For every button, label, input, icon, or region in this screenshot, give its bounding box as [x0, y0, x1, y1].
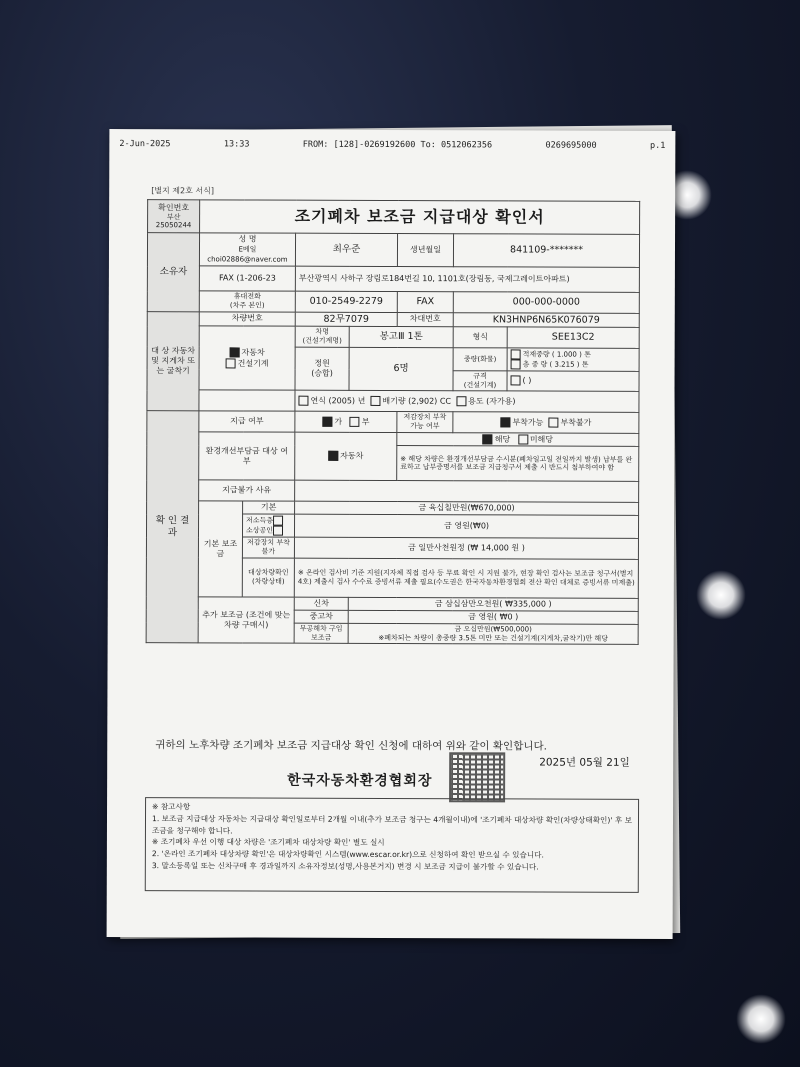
org-name: 한국자동차환경협회장 — [287, 772, 433, 790]
vehicle-section: 대 상 자동차 및 지게차 또는 굴착기 — [147, 311, 199, 411]
type-label: 형식 — [453, 327, 507, 348]
birth-label: 생년월일 — [397, 234, 453, 267]
owner-fax2: 000-000-0000 — [453, 292, 639, 313]
notes-box — [145, 797, 639, 893]
vehicle-model: 봉고Ⅲ 1톤 — [349, 327, 453, 348]
vehicle-kind: 자동차 건설기계 — [199, 326, 295, 390]
checkbox-icon[interactable] — [273, 516, 283, 526]
plate-label: 차량번호 — [199, 311, 295, 326]
vehicle-vin: KN3HNP6N65K076079 — [453, 312, 639, 328]
note-1: 1. 보조금 지급대상 자동차는 지급대상 확인일로부터 2개월 이내(추가 보조금 청구는 4개월이내)에 '조기폐차 대상차량 확인(차량상태확인)' 후 보조금을 청구해야 합니다. — [151, 813, 632, 835]
base-group: 기본 보조금 — [198, 501, 242, 597]
vehicle-spec: ( ) — [507, 371, 639, 392]
used-label: 중고차 — [294, 610, 348, 623]
phone-label: 휴대전화 (차주 본인) — [199, 291, 295, 312]
checkbox-icon[interactable] — [273, 526, 283, 536]
seat-label: 정원 (승합) — [295, 347, 349, 391]
checked-box-icon[interactable] — [500, 417, 510, 427]
base-label: 기본 — [243, 501, 295, 514]
new-amount: 금 삼십삼만오천원( ₩335,000 ) — [348, 597, 638, 611]
new-label: 신차 — [294, 597, 348, 610]
note-1b: ※ 조기폐차 우선 이행 대상 차량은 '조기폐차 대상차량 확인' 별도 실시 — [151, 837, 385, 848]
name-label: 성 명 E메일 choi02886@naver.com — [199, 233, 295, 266]
issue-date: 2025년 05월 21일 — [539, 756, 630, 769]
note-2: 2. '온라인 조기폐차 대상차량 확인'은 대상차량확인 시스템(www.escar.or.kr)으로 신청하여 확인 받으실 수 있습니다. — [151, 849, 544, 860]
vin-label: 차대번호 — [397, 312, 453, 327]
checkbox-icon[interactable] — [298, 396, 308, 406]
checked-box-icon[interactable] — [483, 434, 493, 444]
target-label: 대상차량확인 (차량상태) — [242, 558, 294, 597]
fax-from: FROM: [128]-0269192600 To: 0512062356 — [302, 139, 493, 151]
fax-page: p.1 — [649, 140, 666, 151]
env-options: 해당 미해당 — [397, 432, 639, 446]
vehicle-plate: 82무7079 — [295, 312, 397, 327]
form-title: 조기폐차 보조금 지급대상 확인서 — [200, 200, 640, 235]
fax-header — [119, 139, 665, 151]
owner-birth: 841109-******* — [453, 234, 639, 268]
pay-label: 지급 여부 — [199, 411, 295, 432]
form-number: [별지 제2호 서식] — [151, 186, 215, 196]
device-options: 부착가능 부착불가 — [453, 412, 639, 433]
light-glare — [696, 570, 746, 620]
checked-box-icon[interactable] — [322, 417, 332, 427]
device-pay-label: 저감장치 부착불가 — [242, 537, 294, 558]
fax-label: FAX (1-206-23 — [199, 266, 295, 291]
empty-cell — [199, 390, 295, 411]
weight-label: 중량(화물) — [453, 348, 507, 371]
fax2-label: FAX — [397, 292, 453, 313]
checkbox-icon[interactable] — [226, 358, 236, 368]
checked-box-icon[interactable] — [230, 348, 240, 358]
low-income-amount: 금 영원(₩0) — [294, 515, 638, 539]
mfr-amount: 금 오십만원(₩500,000) ※폐차되는 차량이 총중량 3.5톤 미만 또는 건설기계(지게차,굴착기)만 해당 — [348, 623, 638, 645]
owner-section: 소유자 — [147, 233, 199, 312]
checkbox-icon[interactable] — [548, 417, 558, 427]
fax-number: 0269695000 — [545, 140, 597, 151]
spec-label: 규격 (건설기계) — [453, 371, 507, 392]
base-amount: 금 육십칠만원(₩670,000) — [295, 502, 639, 516]
env-note: ※ 해당 차량은 환경개선부담금 수시분(폐차일고일 전일까지 발생) 납부를 완료하고 납부증명서를 보조금 지급청구서 제출 시 반드시 첨부하여야 함 — [397, 446, 639, 482]
nonpay-label: 지급불가 사유 — [199, 480, 295, 501]
result-section: 확 인 결 과 — [146, 411, 199, 643]
checked-box-icon[interactable] — [328, 451, 338, 461]
env-label: 환경개선부담금 대상 여부 — [199, 432, 295, 481]
checkbox-icon[interactable] — [456, 396, 466, 406]
low-income-label: 저소득층 소상공인 — [242, 514, 294, 537]
device-label: 저감장치 부착 가능 여부 — [397, 412, 453, 433]
device-pay-amount: 금 일만사천원정 (₩ 14,000 원 ) — [294, 538, 638, 560]
owner-phone: 010-2549-2279 — [295, 291, 397, 312]
confirm-no-cell: 확인번호 부산 25050244 — [148, 200, 200, 233]
confirmation-form — [146, 199, 641, 645]
checkbox-icon[interactable] — [511, 359, 521, 369]
pay-options: 가 부 — [295, 412, 397, 433]
checkbox-icon[interactable] — [511, 376, 521, 386]
light-glare — [736, 994, 786, 1044]
target-note: ※ 온라인 검사비 기준 지원(지자체 직접 검사 등 무료 확인 시 지원 불가, 현장 확인 검사는 보조금 청구서(별지4호) 제출시 검사 수수료 증빙서류 제출 필요(수도권은 한국자동차환경협회 전산 확인 대체로 증빙서류 미제출) — [294, 558, 638, 598]
checkbox-icon[interactable] — [370, 396, 380, 406]
nonpay-reason — [295, 481, 639, 503]
note-3: 3. 말소등록일 또는 신차구매 후 경과일까지 소유자정보(성명,사용본거지) 변경 시 보조금 지급이 불가할 수 있습니다. — [151, 860, 539, 872]
extra-group: 추가 보조금 (조건에 맞는 차량 구매시) — [198, 597, 294, 644]
model-label: 차명 (건설기계명) — [295, 327, 349, 348]
vehicle-year-row: 연식 (2005) 년 배기량 (2,902) CC 용도 (자가용) — [295, 391, 639, 413]
document-page — [107, 129, 676, 939]
mfr-label: 무공해차 구입보조금 — [294, 623, 348, 644]
fax-date: 2-Jun-2025 — [119, 139, 171, 150]
confirm-text: 귀하의 노후차량 조기폐차 보조금 지급대상 확인 신청에 대하여 위와 같이 확인합니다. — [155, 739, 547, 753]
vehicle-weight: 적재중량 ( 1.000 ) 톤 총 중 량 ( 3.215 ) 톤 — [507, 348, 639, 371]
vehicle-type: SEE13C2 — [507, 327, 639, 348]
env-kind: 자동차 — [295, 432, 397, 481]
used-amount: 금 영원( ₩0 ) — [348, 610, 638, 624]
owner-name: 최우준 — [295, 233, 397, 266]
checkbox-icon[interactable] — [511, 349, 521, 359]
owner-address: 부산광역시 사하구 장림로184번길 10, 1101호(장림동, 국제그레이트아파트) — [295, 266, 639, 292]
checkbox-icon[interactable] — [350, 417, 360, 427]
vehicle-seat: 6명 — [349, 347, 453, 391]
notes-title: ※ 참고사항 — [152, 802, 191, 812]
official-seal-icon — [449, 752, 505, 802]
fax-time: 13:33 — [223, 139, 250, 150]
checkbox-icon[interactable] — [518, 434, 528, 444]
